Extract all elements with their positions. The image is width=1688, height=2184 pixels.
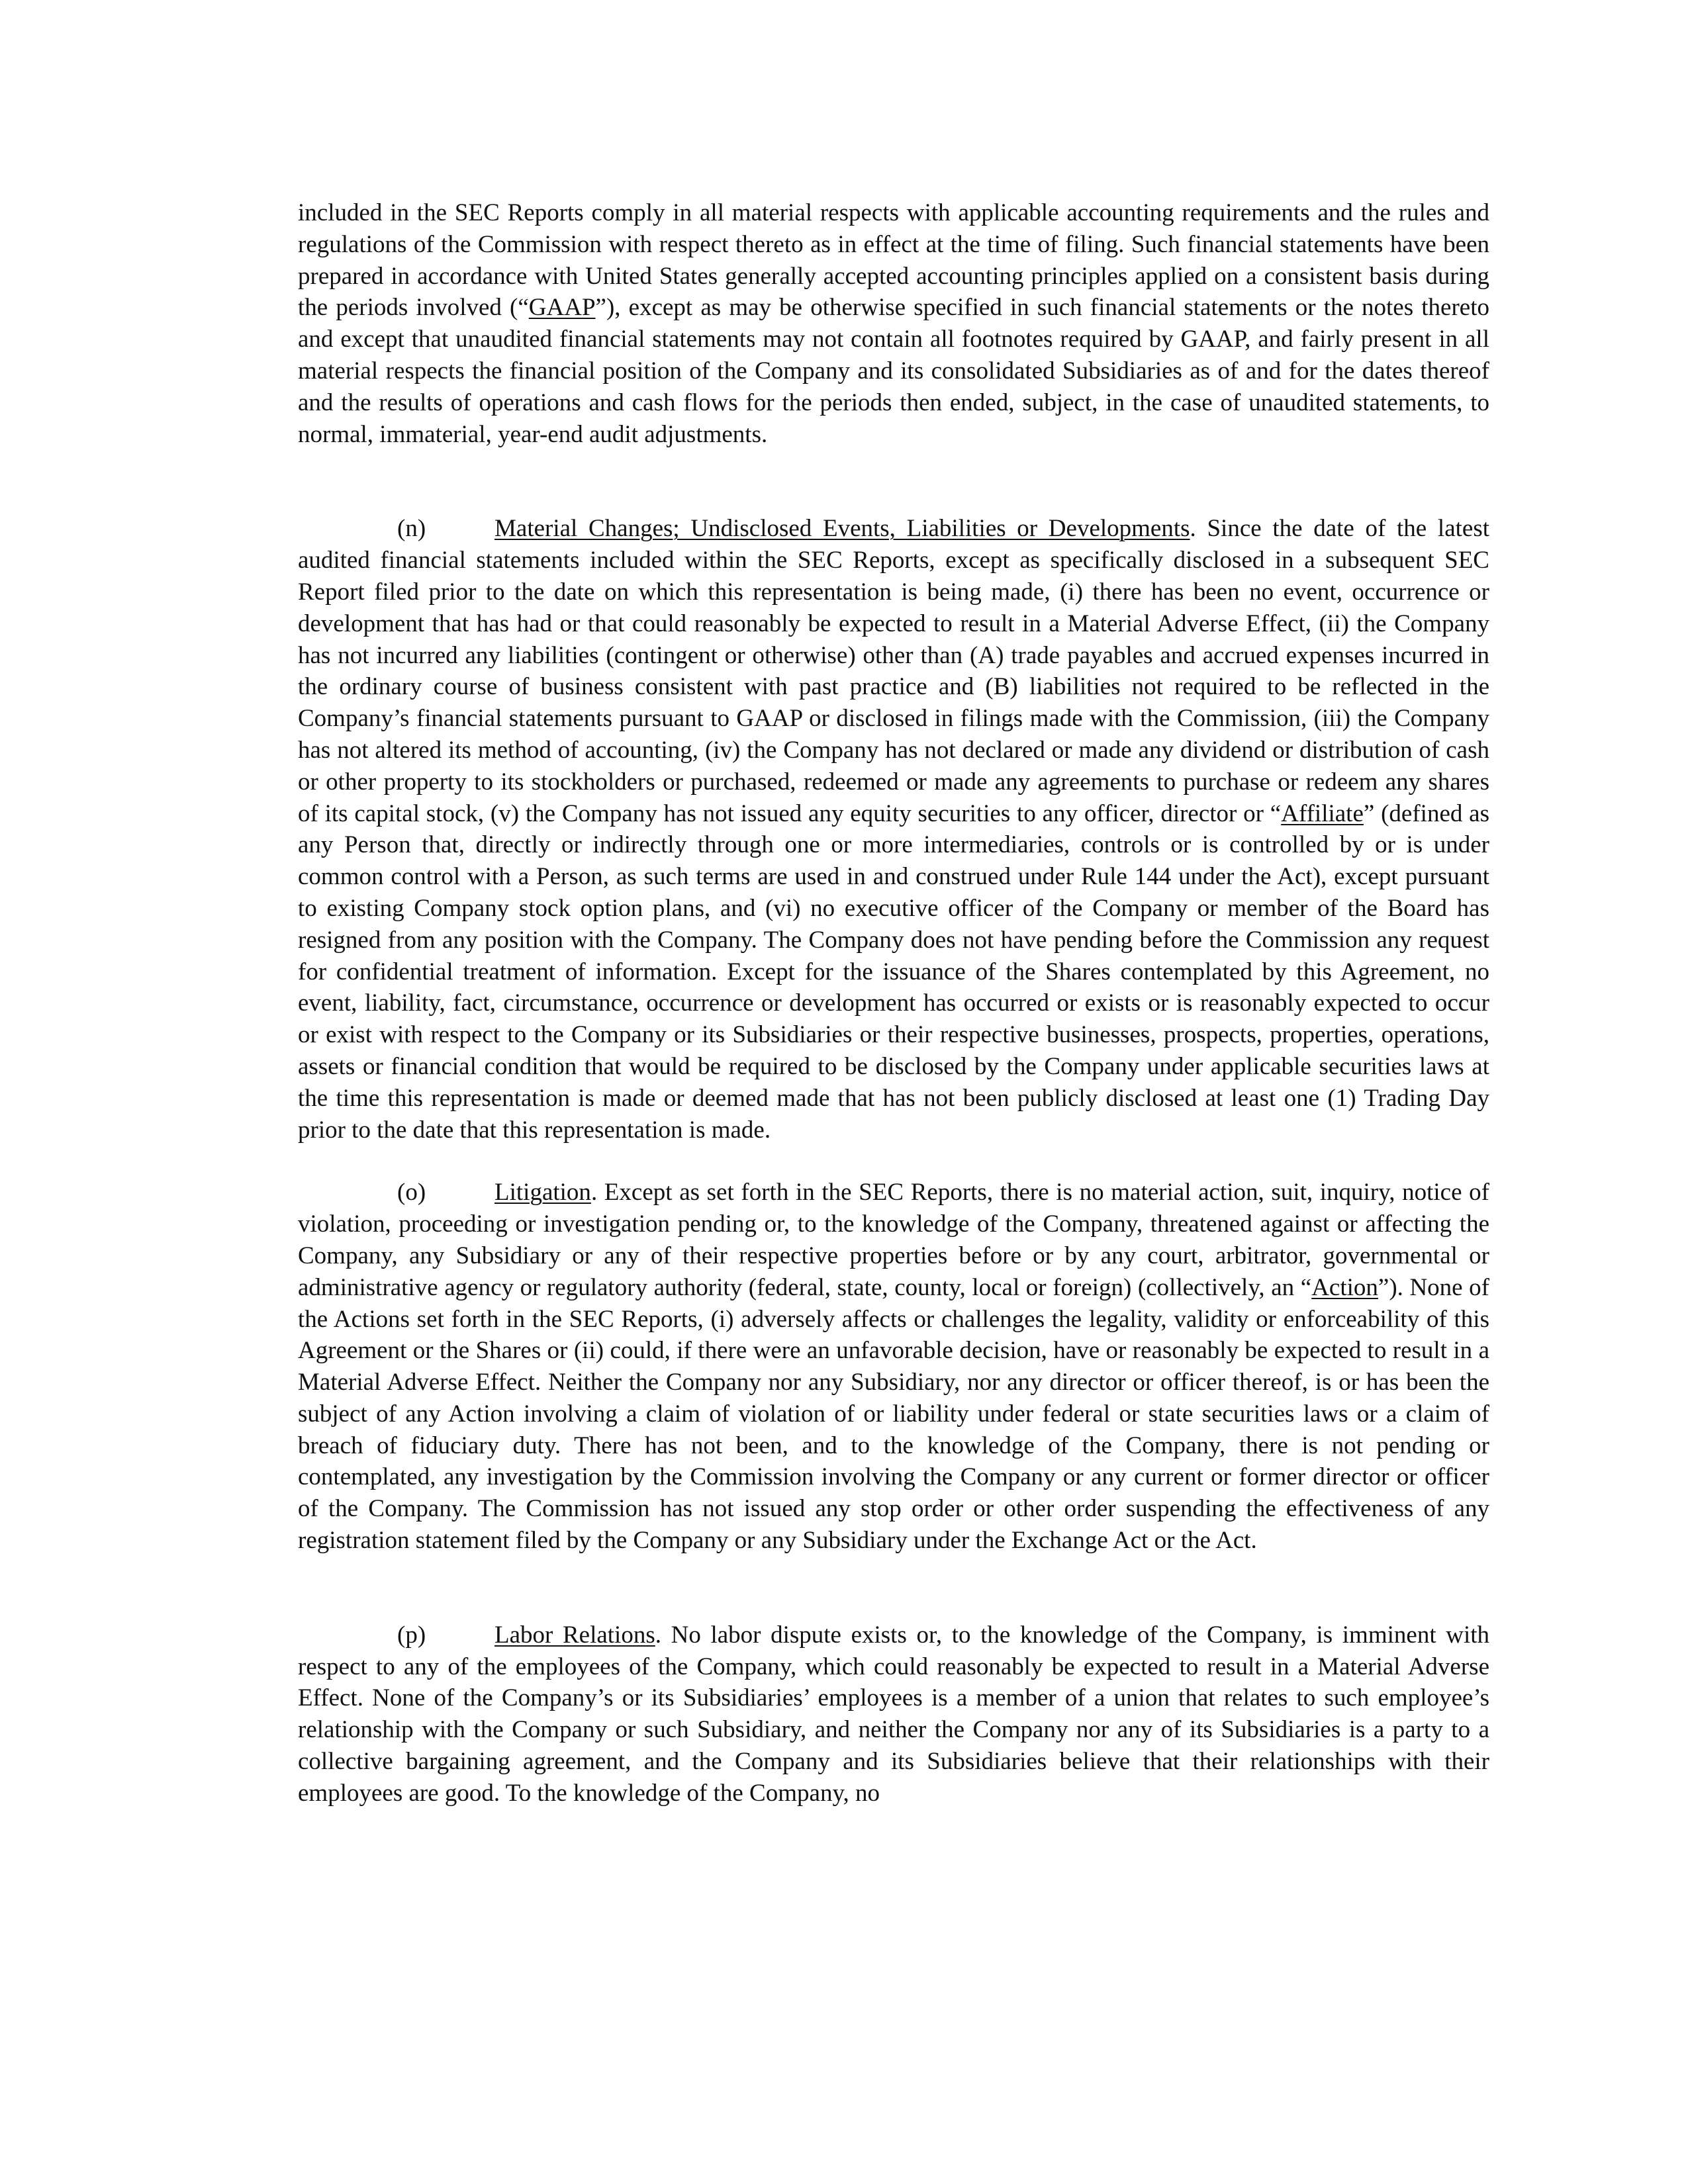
paragraph-o xyxy=(298,1177,1489,1557)
paragraph-text: . Except as set forth in the SEC Reports, there is no material action, suit, inquiry, notice of violation, proceeding or investigation pending or, to the knowledge of the Company, threatened against or affecting the Company, any Subsidiary or any of their respective properties before or by any court, arbitrator, governmental or administrative agency or regulatory authority (federal, state, county, local or foreign) (collectively, an “ xyxy=(298,1179,1489,1301)
document-page xyxy=(298,197,1489,1809)
paragraph-p xyxy=(298,1619,1489,1809)
section-number: (n) xyxy=(397,515,426,543)
paragraph-text: ”), except as may be otherwise specified in such financial statements or the notes thereto and except that unaudited financial statements may not contain all footnotes required by GAAP, and fairly present in all material respects the financial position of the Company and its consolidated Subsidiaries as of and for the dates thereof and the results of operations and cash flows for the periods then ended, subject, in the case of unaudited statements, to normal, immaterial, year-end audit adjustments. xyxy=(298,294,1489,448)
paragraph-text: ”). None of the Actions set forth in the SEC Reports, (i) adversely affects or challenges the legality, validity or enforceability of this Agreement or the Shares or (ii) could, if there were an unfavorable decision, have or reasonably be expected to result in a Material Adverse Effect. Neither the Company nor any Subsidiary, nor any director or officer thereof, is or has been the subject of any Action involving a claim of violation of or liability under federal or state securities laws or a claim of breach of fiduciary duty. There has not been, and to the knowledge of the Company, there is not pending or contemplated, any investigation by the Commission involving the Company or any current or former director or officer of the Company. The Commission has not issued any stop order or other order suspending the effectiveness of any registration statement filed by the Company or any Subsidiary under the Exchange Act or the Act. xyxy=(298,1273,1489,1555)
section-heading: Litigation xyxy=(494,1179,591,1206)
defined-term-gaap: GAAP xyxy=(528,294,596,322)
paragraph-text: . No labor dispute exists or, to the knowledge of the Company, is imminent with respect to any of the employees of the Company, which could reasonably be expected to result in a Material Adverse Effect. None of the Company’s or its Subsidiaries’ employees is a member of a union that relates to such employee’s relationship with the Company or such Subsidiary, and neither the Company nor any of its Subsidiaries is a party to a collective bargaining agreement, and the Company and its Subsidiaries believe that their relationships with their employees are good. To the knowledge of the Company, no xyxy=(298,1621,1489,1807)
section-number: (p) xyxy=(397,1621,426,1649)
paragraph-n xyxy=(298,513,1489,1146)
paragraph-m-continuation xyxy=(298,197,1489,450)
defined-term-action: Action xyxy=(1311,1273,1378,1301)
section-heading: Labor Relations xyxy=(494,1621,655,1649)
section-heading: Material Changes; Undisclosed Events, Liabilities or Developments xyxy=(494,515,1190,543)
paragraph-text: ” (defined as any Person that, directly or indirectly through one or more intermediaries, controls or is controlled by or is under common control with a Person, as such terms are used in and construed under Rule 144 under the Act), except pursuant to existing Company stock option plans, and (vi) no executive officer of the Company or member of the Board has resigned from any position with the Company. The Company does not have pending before the Commission any request for confidential treatment of information. Except for the issuance of the Shares contemplated by this Agreement, no event, liability, fact, circumstance, occurrence or development has occurred or exists or is reasonably expected to occur or exist with respect to the Company or its Subsidiaries or their respective businesses, prospects, properties, operations, assets or financial condition that would be required to be disclosed by the Company under applicable securities laws at the time this representation is made or deemed made that has not been publicly disclosed at least one (1) Trading Day prior to the date that this representation is made. xyxy=(298,799,1489,1144)
defined-term-affiliate: Affiliate xyxy=(1281,799,1364,827)
paragraph-text: . Since the date of the latest audited financial statements included within the SEC Reports, except as specifically disclosed in a subsequent SEC Report filed prior to the date on which this representation is being made, (i) there has been no event, occurrence or development that has had or that could reasonably be expected to result in a Material Adverse Effect, (ii) the Company has not incurred any liabilities (contingent or otherwise) other than (A) trade payables and accrued expenses incurred in the ordinary course of business consistent with past practice and (B) liabilities not required to be reflected in the Company’s financial statements pursuant to GAAP or disclosed in filings made with the Commission, (iii) the Company has not altered its method of accounting, (iv) the Company has not declared or made any dividend or distribution of cash or other property to its stockholders or purchased, redeemed or made any agreements to purchase or redeem any shares of its capital stock, (v) the Company has not issued any equity securities to any officer, director or “ xyxy=(298,515,1489,827)
paragraph-text: included in the SEC Reports comply in all material respects with applicable accounting requirements and the rules and regulations of the Commission with respect thereto as in effect at the time of filing. Such financial statements have been prepared in accordance with United States generally accepted accounting principles applied on a consistent basis during the periods involved (“ xyxy=(298,199,1489,322)
section-number: (o) xyxy=(397,1179,426,1206)
